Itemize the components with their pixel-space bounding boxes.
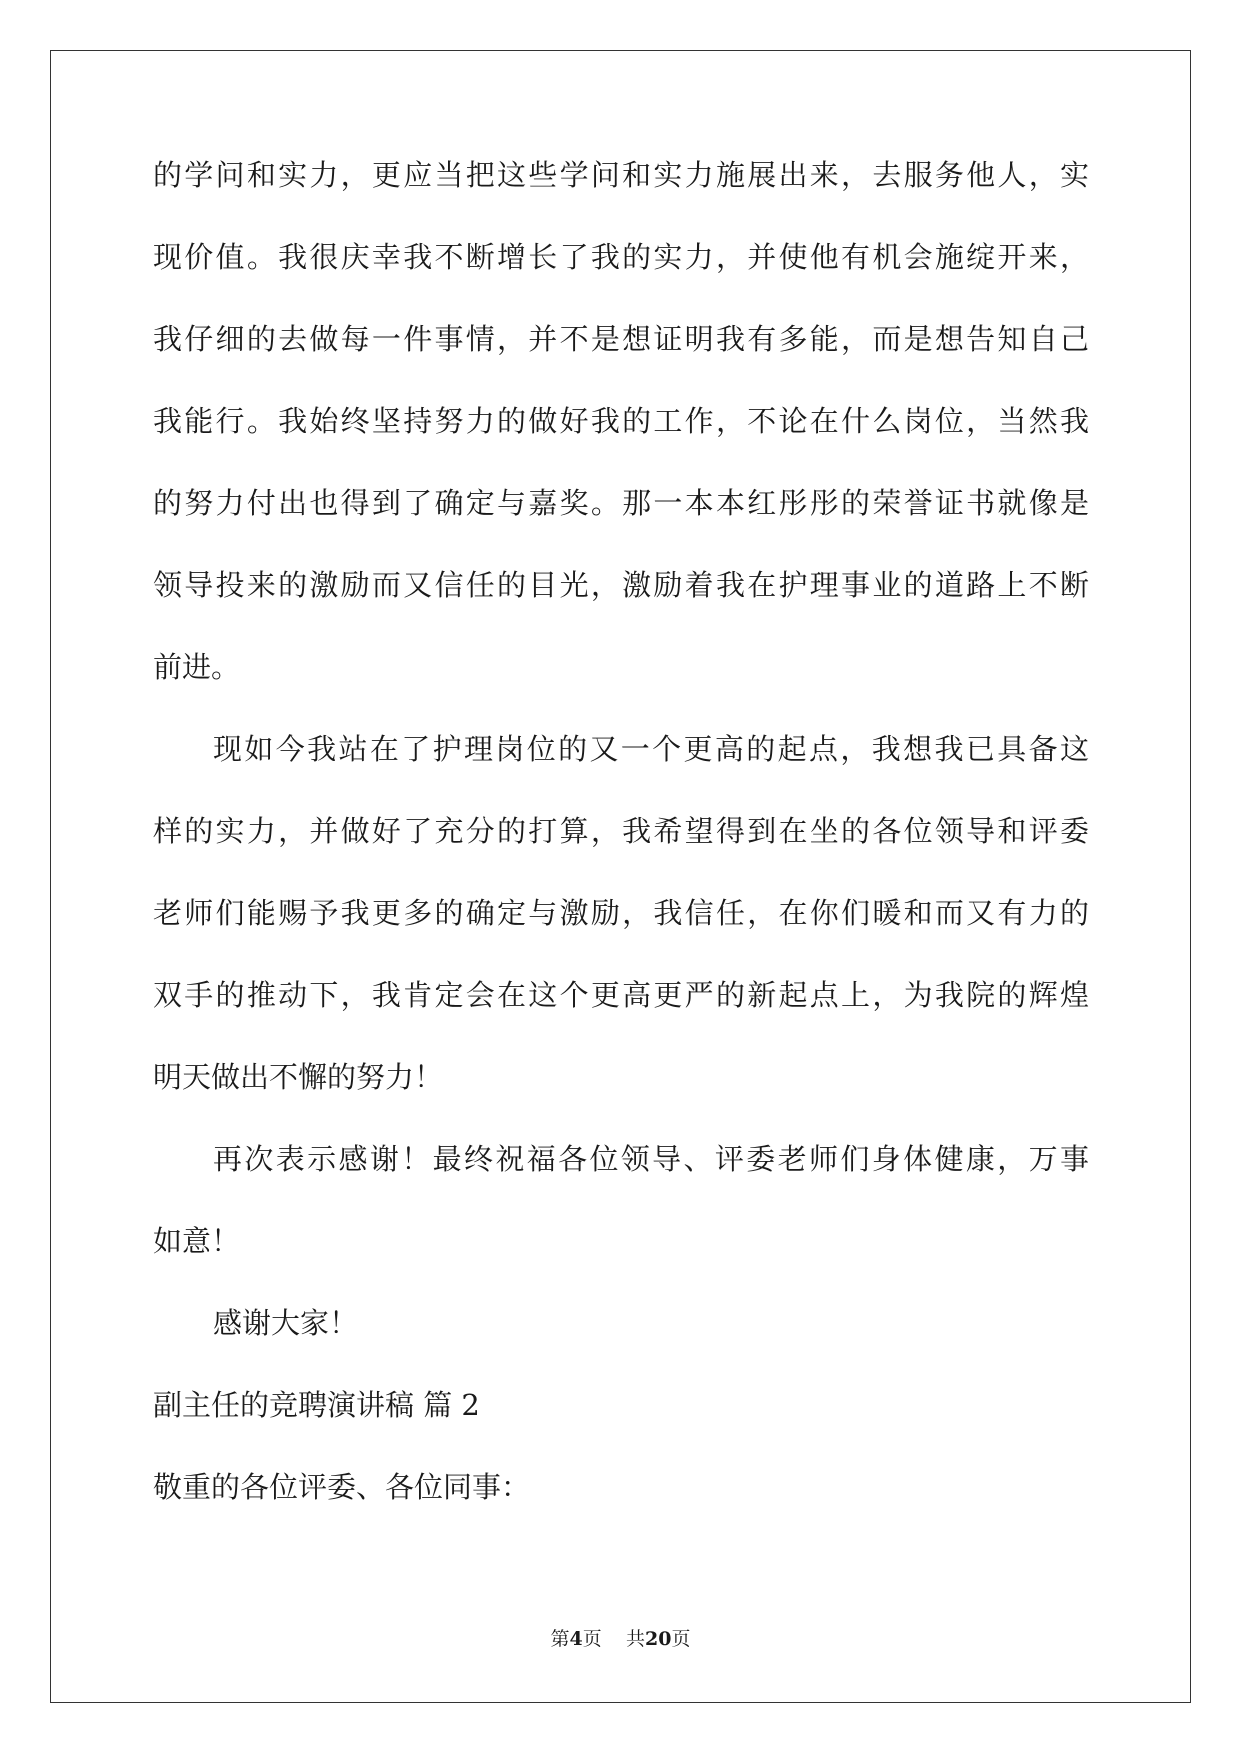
total-prefix: 共 xyxy=(625,1628,645,1650)
text-line: 双手的推动下，我肯定会在这个更高更严的新起点上，为我院的辉煌 xyxy=(153,978,1089,1012)
page-suffix: 页 xyxy=(582,1628,602,1650)
salutation: 敬重的各位评委、各位同事： xyxy=(153,1470,531,1504)
text-line: 现价值。我很庆幸我不断增长了我的实力，并使他有机会施绽开来， xyxy=(153,240,1089,274)
text-line: 如意！ xyxy=(153,1224,241,1258)
text-line: 领导投来的激励而又信任的目光，激励着我在护理事业的道路上不断 xyxy=(153,568,1089,602)
text-line: 再次表示感谢！最终祝福各位领导、评委老师们身体健康，万事 xyxy=(213,1142,1089,1176)
page-number: 4 xyxy=(569,1628,583,1650)
text-line: 现如今我站在了护理岗位的又一个更高的起点，我想我已具备这 xyxy=(213,732,1089,766)
total-pages: 20 xyxy=(644,1628,672,1650)
text-line: 我能行。我始终坚持努力的做好我的工作，不论在什么岗位，当然我 xyxy=(153,404,1089,438)
text-line: 的学问和实力，更应当把这些学问和实力施展出来，去服务他人，实 xyxy=(153,158,1089,192)
text-line: 感谢大家！ xyxy=(213,1306,359,1340)
page-prefix: 第 xyxy=(550,1628,570,1650)
total-suffix: 页 xyxy=(671,1628,691,1650)
section-heading: 副主任的竞聘演讲稿 篇 2 xyxy=(153,1388,480,1422)
page-footer xyxy=(0,1627,1241,1651)
text-line: 样的实力，并做好了充分的打算，我希望得到在坐的各位领导和评委 xyxy=(153,814,1089,848)
text-line: 明天做出不懈的努力！ xyxy=(153,1060,444,1094)
text-line: 我仔细的去做每一件事情，并不是想证明我有多能，而是想告知自己 xyxy=(153,322,1089,356)
text-line: 的努力付出也得到了确定与嘉奖。那一本本红彤彤的荣誉证书就像是 xyxy=(153,486,1089,520)
text-line: 前进。 xyxy=(153,650,241,684)
text-line: 老师们能赐予我更多的确定与激励，我信任，在你们暖和而又有力的 xyxy=(153,896,1089,930)
document-body xyxy=(153,156,1089,1550)
